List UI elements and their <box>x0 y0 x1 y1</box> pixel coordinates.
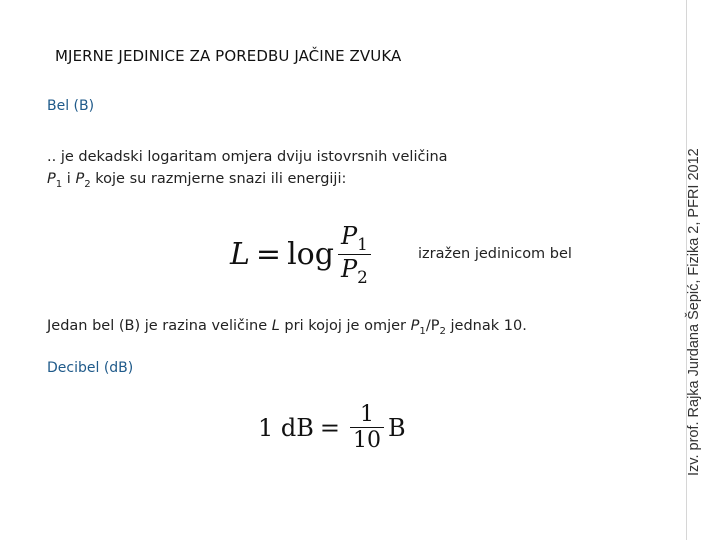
denominator-symbol: P <box>340 254 358 283</box>
bel-heading: Bel (B) <box>47 98 95 114</box>
and-word: i <box>62 171 76 187</box>
slide-title: MJERNE JEDINICE ZA POREDBU JAČINE ZVUKA <box>55 47 402 65</box>
bel-sentence-mid: pri kojoj je omjer <box>279 318 411 334</box>
bel-sentence-pre: Jedan bel (B) je razina veličine <box>47 318 272 334</box>
bel-sentence-var: L <box>271 318 280 334</box>
formula-lhs: L <box>230 236 250 272</box>
formula-denominator <box>338 255 371 287</box>
bel-formula <box>230 222 375 287</box>
numerator-symbol: P <box>340 222 358 250</box>
db-lhs: 1 dB <box>258 413 314 442</box>
bel-sentence-p1-sub: 1 <box>419 325 426 337</box>
bel-sentence-p2: /P <box>425 318 440 334</box>
definition-line-1: .. je dekadski logaritam omjera dviju istovrsnih veličina <box>47 149 448 165</box>
side-caption: Izv. prof. Rajka Jurdana Šepić, Fizika 2, PFRI 2012 <box>686 148 702 476</box>
db-fraction <box>350 402 384 453</box>
db-equals: = <box>319 413 341 442</box>
bel-sentence-p1: P <box>410 318 420 334</box>
definition-line-2 <box>47 168 448 196</box>
formula-numerator <box>338 222 371 254</box>
p1-symbol: P <box>47 171 56 187</box>
definition-line-2-tail: koje su razmjerne snazi ili energiji: <box>90 171 347 187</box>
bel-definition <box>47 146 448 196</box>
formula-fraction <box>338 222 371 287</box>
formula-log: log <box>287 236 334 272</box>
denominator-subscript: 2 <box>357 266 368 287</box>
p2-symbol: P <box>75 171 85 187</box>
db-numerator: 1 <box>360 402 375 427</box>
bel-sentence <box>47 315 527 343</box>
bel-sentence-post: jednak 10. <box>445 318 527 334</box>
formula-equals: = <box>255 236 282 272</box>
db-denominator: 10 <box>353 428 382 453</box>
p1-subscript: 1 <box>55 178 63 190</box>
p2-subscript: 2 <box>84 178 91 190</box>
decibel-formula <box>258 402 406 453</box>
db-unit: B <box>388 413 406 442</box>
bel-sentence-p2-sub: 2 <box>439 325 446 337</box>
numerator-subscript: 1 <box>357 233 368 254</box>
expressed-in-bel-note: izražen jedinicom bel <box>418 246 572 262</box>
decibel-heading: Decibel (dB) <box>47 360 134 376</box>
